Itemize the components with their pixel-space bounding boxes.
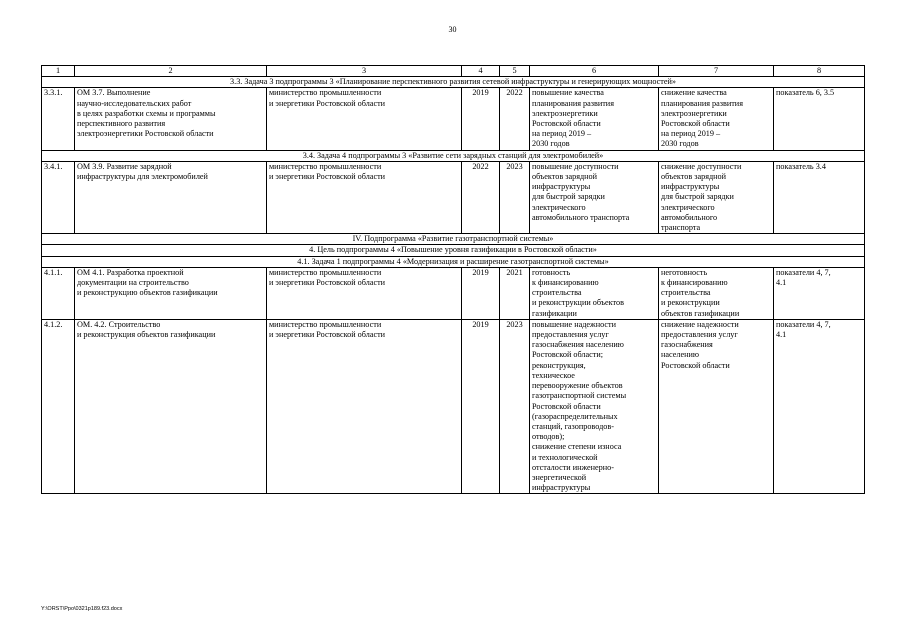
expected-result-cell: готовность к финансированию строительства и реконструкции объектов газификации [530, 267, 659, 319]
column-number: 1 [42, 66, 75, 77]
column-number: 4 [462, 66, 500, 77]
end-year-cell: 2023 [500, 161, 530, 233]
expected-result-cell: повышение доступности объектов зарядной инфраструктуры для быстрой зарядки электрического автомобильного транспорта [530, 161, 659, 233]
table-row [42, 319, 865, 493]
end-year-cell: 2023 [500, 319, 530, 493]
table-row [42, 267, 865, 319]
expected-result-cell: повышение надежности предоставления услуг газоснабжения населению Ростовской области; реконструкция, техническое перевооружение объектов газотранспортной системы Ростовской области (газораспределительных станций, газопроводов- отводов); снижение степени износа и технологической отсталости инженерно- энергетической инфраструктуры [530, 319, 659, 493]
section-heading-row [42, 77, 865, 88]
row-number-cell: 3.4.1. [42, 161, 75, 233]
end-year-cell: 2021 [500, 267, 530, 319]
row-number-cell: 4.1.1. [42, 267, 75, 319]
table-row [42, 161, 865, 233]
activity-name-cell: ОМ. 4.2. Строительство и реконструкция объектов газификации [75, 319, 267, 493]
column-number: 6 [530, 66, 659, 77]
activity-name-cell: ОМ 4.1. Разработка проектной документации на строительство и реконструкцию объектов газификации [75, 267, 267, 319]
expected-result-cell: повышение качества планирования развития электроэнергетики Ростовской области на период 2019 – 2030 годов [530, 88, 659, 150]
section-heading: 3.3. Задача 3 подпрограммы 3 «Планирование перспективного развития сетевой инфраструктуры и генерирующих мощностей» [42, 77, 865, 88]
file-path-footer: Y:\ORST\Ppo\0321p189.f23.docx [41, 606, 123, 612]
column-number: 7 [659, 66, 774, 77]
section-heading-row [42, 245, 865, 256]
start-year-cell: 2019 [462, 88, 500, 150]
start-year-cell: 2019 [462, 267, 500, 319]
section-heading: IV. Подпрограмма «Развитие газотранспортной системы» [42, 234, 865, 245]
column-number: 8 [774, 66, 865, 77]
section-heading-row [42, 150, 865, 161]
consequences-cell: снижение доступности объектов зарядной инфраструктуры для быстрой зарядки электрического автомобильного транспорта [659, 161, 774, 233]
executor-cell: министерство промышленности и энергетики Ростовской области [267, 319, 462, 493]
indicator-link-cell: показатель 3.4 [774, 161, 865, 233]
activity-name-cell: ОМ 3.7. Выполнение научно-исследовательских работ в целях разработки схемы и программы перспективного развития электроэнергетики Ростовской области [75, 88, 267, 150]
activity-name-cell: ОМ 3.9. Развитие зарядной инфраструктуры для электромобилей [75, 161, 267, 233]
indicator-link-cell: показатель 6, 3.5 [774, 88, 865, 150]
start-year-cell: 2019 [462, 319, 500, 493]
section-heading: 3.4. Задача 4 подпрограммы 3 «Развитие сети зарядных станций для электромобилей» [42, 150, 865, 161]
table-row [42, 88, 865, 150]
activities-table [41, 65, 865, 494]
indicator-link-cell: показатели 4, 7, 4.1 [774, 319, 865, 493]
column-number: 3 [267, 66, 462, 77]
consequences-cell: снижение надежности предоставления услуг газоснабжения населению Ростовской области [659, 319, 774, 493]
column-number: 2 [75, 66, 267, 77]
consequences-cell: неготовность к финансированию строительства и реконструкции объектов газификации [659, 267, 774, 319]
consequences-cell: снижение качества планирования развития электроэнергетики Ростовской области на период 2019 – 2030 годов [659, 88, 774, 150]
end-year-cell: 2022 [500, 88, 530, 150]
start-year-cell: 2022 [462, 161, 500, 233]
page-number: 30 [448, 25, 457, 34]
executor-cell: министерство промышленности и энергетики Ростовской области [267, 161, 462, 233]
section-heading: 4. Цель подпрограммы 4 «Повышение уровня газификации в Ростовской области» [42, 245, 865, 256]
section-heading: 4.1. Задача 1 подпрограммы 4 «Модернизация и расширение газотранспортной системы» [42, 256, 865, 267]
indicator-link-cell: показатели 4, 7, 4.1 [774, 267, 865, 319]
row-number-cell: 3.3.1. [42, 88, 75, 150]
row-number-cell: 4.1.2. [42, 319, 75, 493]
column-number-row [42, 66, 865, 77]
executor-cell: министерство промышленности и энергетики Ростовской области [267, 88, 462, 150]
section-heading-row [42, 256, 865, 267]
section-heading-row [42, 234, 865, 245]
executor-cell: министерство промышленности и энергетики Ростовской области [267, 267, 462, 319]
column-number: 5 [500, 66, 530, 77]
